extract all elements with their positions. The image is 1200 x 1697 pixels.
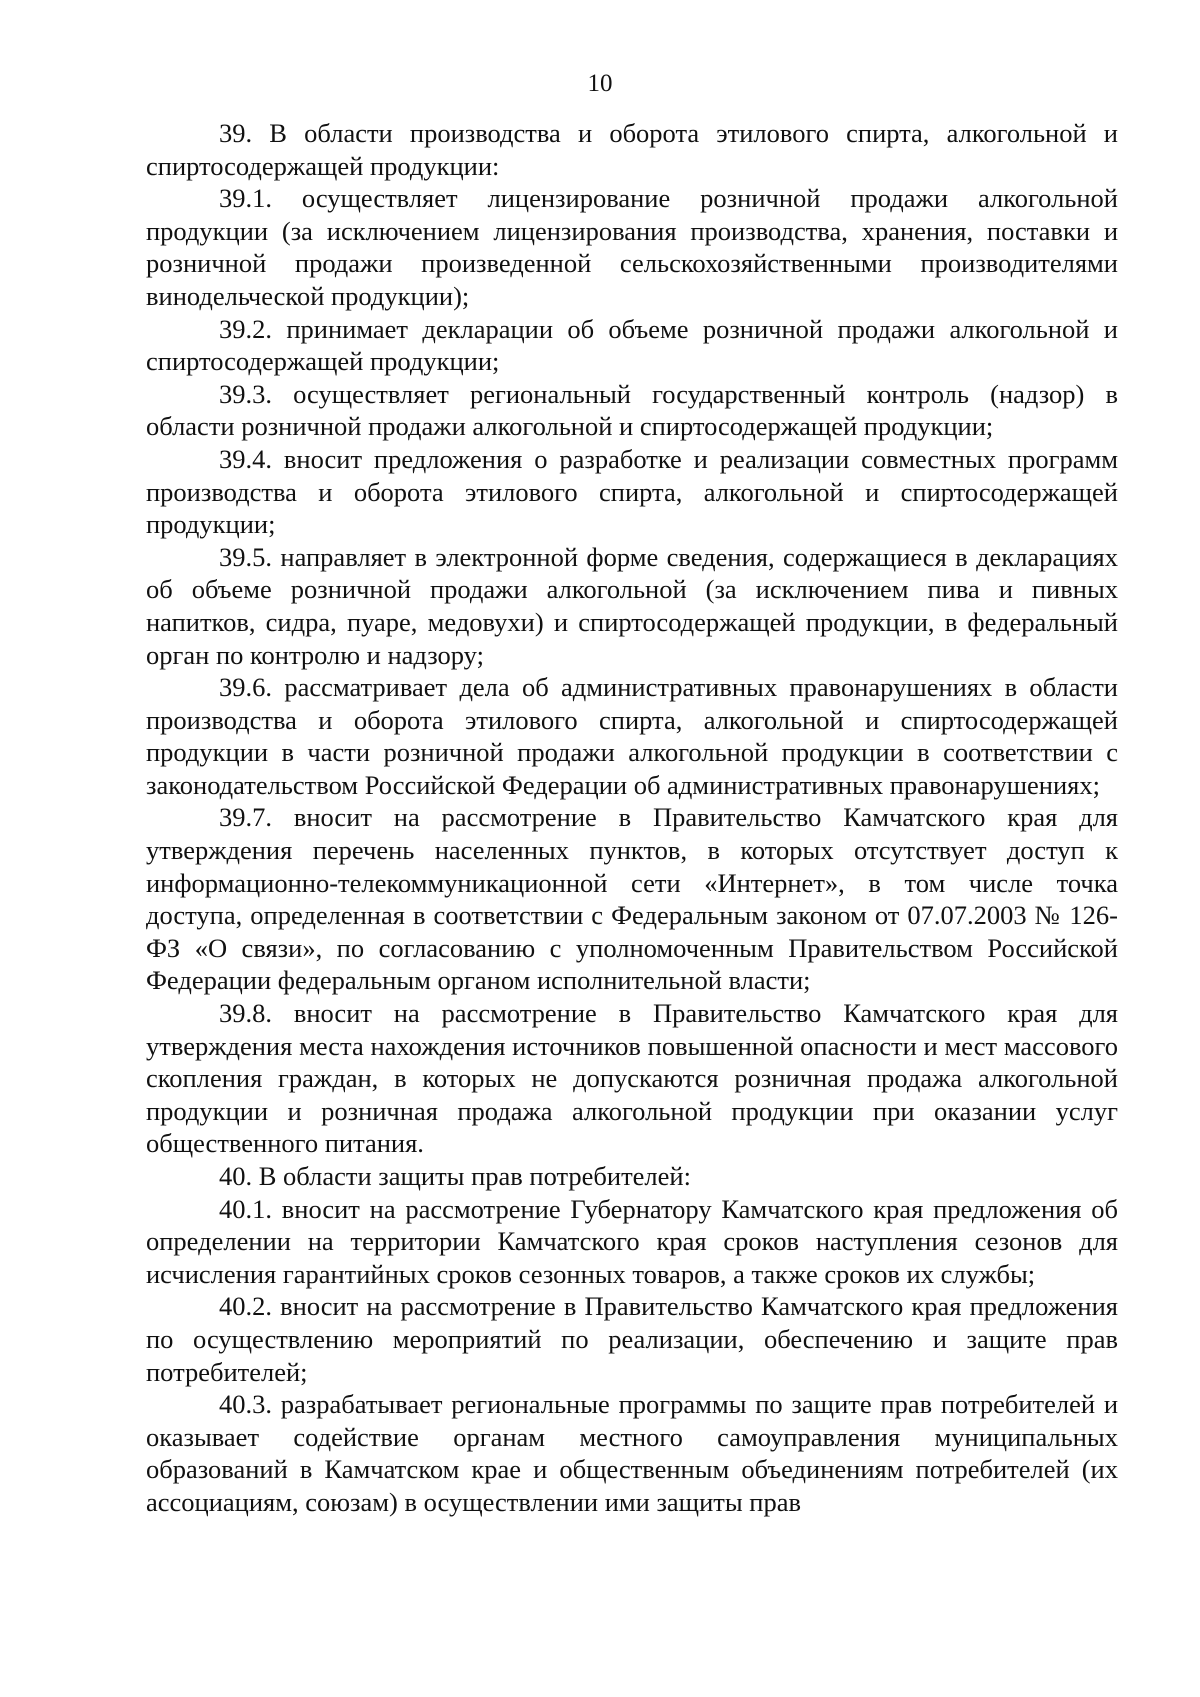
paragraph-39: 39. В области производства и оборота этилового спирта, алкогольной и спиртосодержащей продукции: xyxy=(146,118,1118,181)
paragraph-40-1: 40.1. вносит на рассмотрение Губернатору Камчатского края предложения об определении на территории Камчатского края сроков наступления сезонов для исчисления гарантийных сроков сезонных товаров, а также сроков их службы; xyxy=(146,1193,1118,1289)
page-number: 10 xyxy=(587,70,613,97)
paragraph-39-4: 39.4. вносит предложения о разработке и реализации совместных программ производства и оборота этилового спирта, алкогольной и спиртосодержащей продукции; xyxy=(146,443,1118,540)
paragraph-39-5: 39.5. направляет в электронной форме сведения, содержащиеся в декларациях об объеме розничной продажи алкогольной (за исключением пива и пивных напитков, сидра, пуаре, медовухи) и спиртосодержащей продукции, в федеральный орган по контролю и надзору; xyxy=(146,541,1118,670)
paragraph-39-1: 39.1. осуществляет лицензирование розничной продажи алкогольной продукции (за исключением лицензирования производства, хранения, поставки и розничной продажи произведенной сельскохозяйственными производителями винодельческой продукции); xyxy=(146,183,1118,311)
paragraph-39-8: 39.8. вносит на рассмотрение в Правительство Камчатского края для утверждения места нахождения источников повышенной опасности и мест массового скопления граждан, в которых не допускаются розничная продажа алкогольной продукции и розничная продажа алкогольной продукции при оказании услуг общественного питания. xyxy=(146,998,1118,1159)
paragraph-39-2: 39.2. принимает декларации об объеме розничной продажи алкогольной и спиртосодержащей продукции; xyxy=(146,313,1118,377)
paragraph-40-2: 40.2. вносит на рассмотрение в Правительство Камчатского края предложения по осуществлению мероприятий по реализации, обеспечению и защите прав потребителей; xyxy=(146,1291,1118,1387)
paragraph-39-6: 39.6. рассматривает дела об административных правонарушениях в области производства и оборота этилового спирта, алкогольной и спиртосодержащей продукции в части розничной продажи алкогольной продукции в соответствии с законодательством Российской Федерации об административных правонарушениях; xyxy=(146,672,1118,800)
paragraph-40-3: 40.3. разрабатывает региональные программы по защите прав потребителей и оказывает содействие органам местного самоуправления муниципальных образований в Камчатском крае и общественным объединениям потребителей (их ассоциациям, союзам) в осуществлении ими защиты прав xyxy=(146,1389,1118,1517)
paragraph-39-3: 39.3. осуществляет региональный государственный контроль (надзор) в области розничной продажи алкогольной и спиртосодержащей продукции; xyxy=(146,378,1118,442)
document-body xyxy=(146,117,1118,1519)
paragraph-39-7: 39.7. вносит на рассмотрение в Правительство Камчатского края для утверждения перечень населенных пунктов, в которых отсутствует доступ к информационно-телекоммуникационной сети «Интернет», в том числе точка доступа, определенная в соответствии с Федеральным законом от 07.07.2003 № 126-ФЗ «О связи», по согласованию с уполномоченным Правительством Российской Федерации федеральным органом исполнительной власти; xyxy=(146,802,1118,996)
paragraph-40: 40. В области защиты прав потребителей: xyxy=(219,1161,691,1191)
